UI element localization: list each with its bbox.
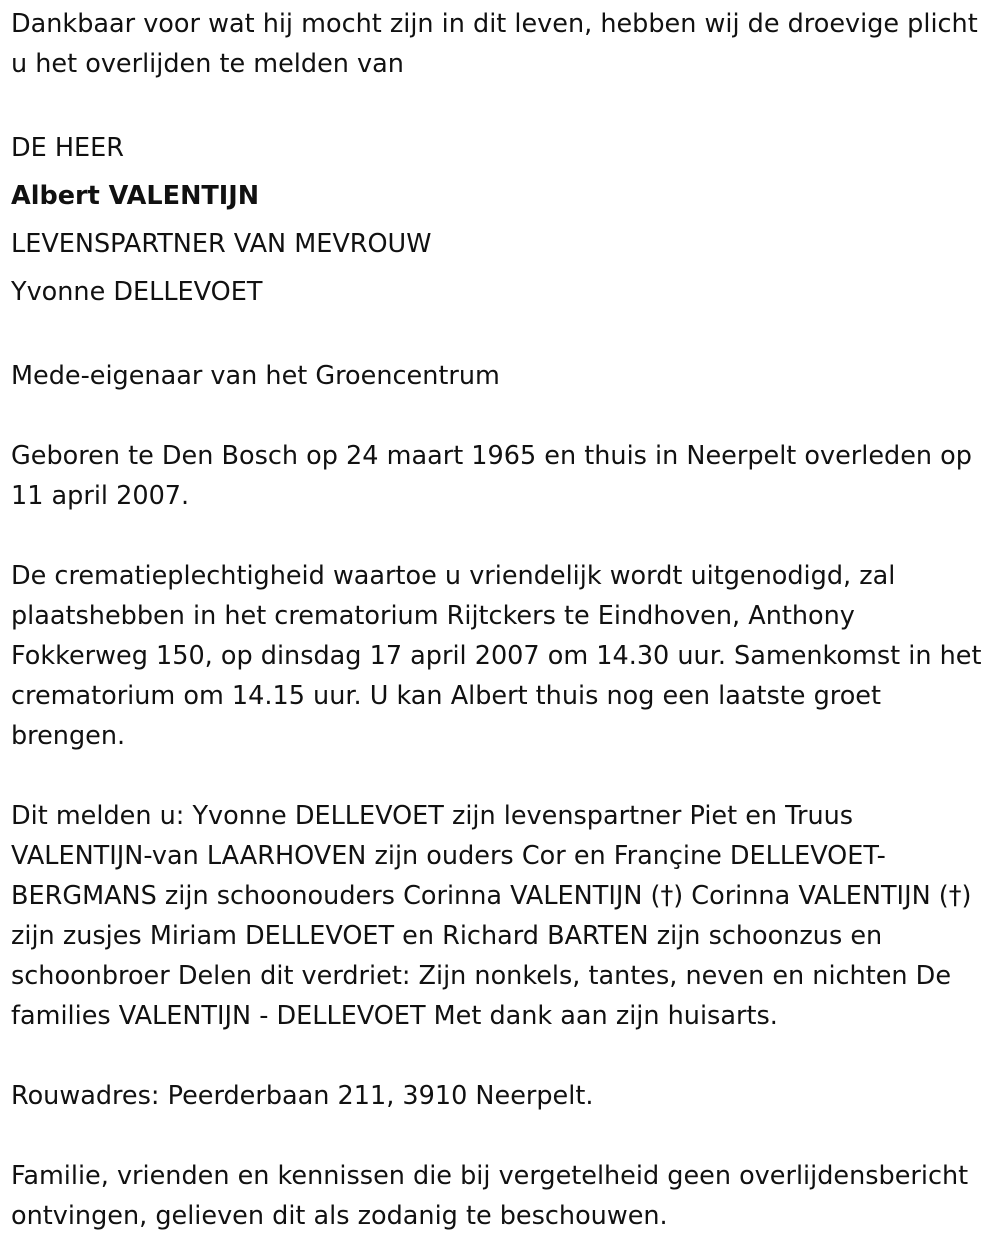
deceased-name: Albert VALENTIJN — [11, 181, 260, 211]
occupation-line: Mede-eigenaar van het Groencentrum — [11, 361, 500, 391]
closing-paragraph: Familie, vrienden en kennissen die bij vergetelheid geen overlijdensbericht ontvingen, gelieven dit als zodanig te beschouwen. — [11, 1161, 969, 1231]
spacer — [11, 756, 989, 796]
intro-paragraph: Dankbaar voor wat hij mocht zijn in dit leven, hebben wij de droevige plicht u het overlijden te melden van — [11, 9, 978, 79]
birth-death-paragraph: Geboren te Den Bosch op 24 maart 1965 en thuis in Neerpelt overleden op 11 april 2007. — [11, 441, 972, 511]
spacer — [11, 84, 989, 124]
family-paragraph: Dit melden u: Yvonne DELLEVOET zijn levenspartner Piet en Truus VALENTIJN-van LAARHOVEN zijn ouders Cor en Françine DELLEVOET-BERGMANS zijn schoonouders Corinna VALENTIJN (†) Corinna VALENTIJN (†) zijn zusjes Miriam DELLEVOET en Richard BARTEN zijn schoonzus en schoonbroer Delen dit verdriet: Zijn nonkels, tantes, neven en nichten De families VALENTIJN - DELLEVOET Met dank aan zijn huisarts. — [11, 801, 972, 1031]
spacer — [11, 1036, 989, 1076]
title-line: DE HEER — [11, 133, 124, 163]
spacer — [11, 316, 989, 356]
address-line: Rouwadres: Peerderbaan 211, 3910 Neerpelt. — [11, 1081, 594, 1111]
spacer — [11, 1116, 989, 1156]
obituary-document — [11, 4, 989, 1236]
ceremony-paragraph: De crematieplechtigheid waartoe u vriendelijk wordt uitgenodigd, zal plaatshebben in het crematorium Rijtckers te Eindhoven, Anthony Fokkerweg 150, op dinsdag 17 april 2007 om 14.30 uur. Samenkomst in het crematorium om 14.15 uur. U kan Albert thuis nog een laatste groet brengen. — [11, 561, 982, 751]
partner-name: Yvonne DELLEVOET — [11, 277, 263, 307]
spacer — [11, 516, 989, 556]
relation-line: LEVENSPARTNER VAN MEVROUW — [11, 229, 432, 259]
spacer — [11, 396, 989, 436]
